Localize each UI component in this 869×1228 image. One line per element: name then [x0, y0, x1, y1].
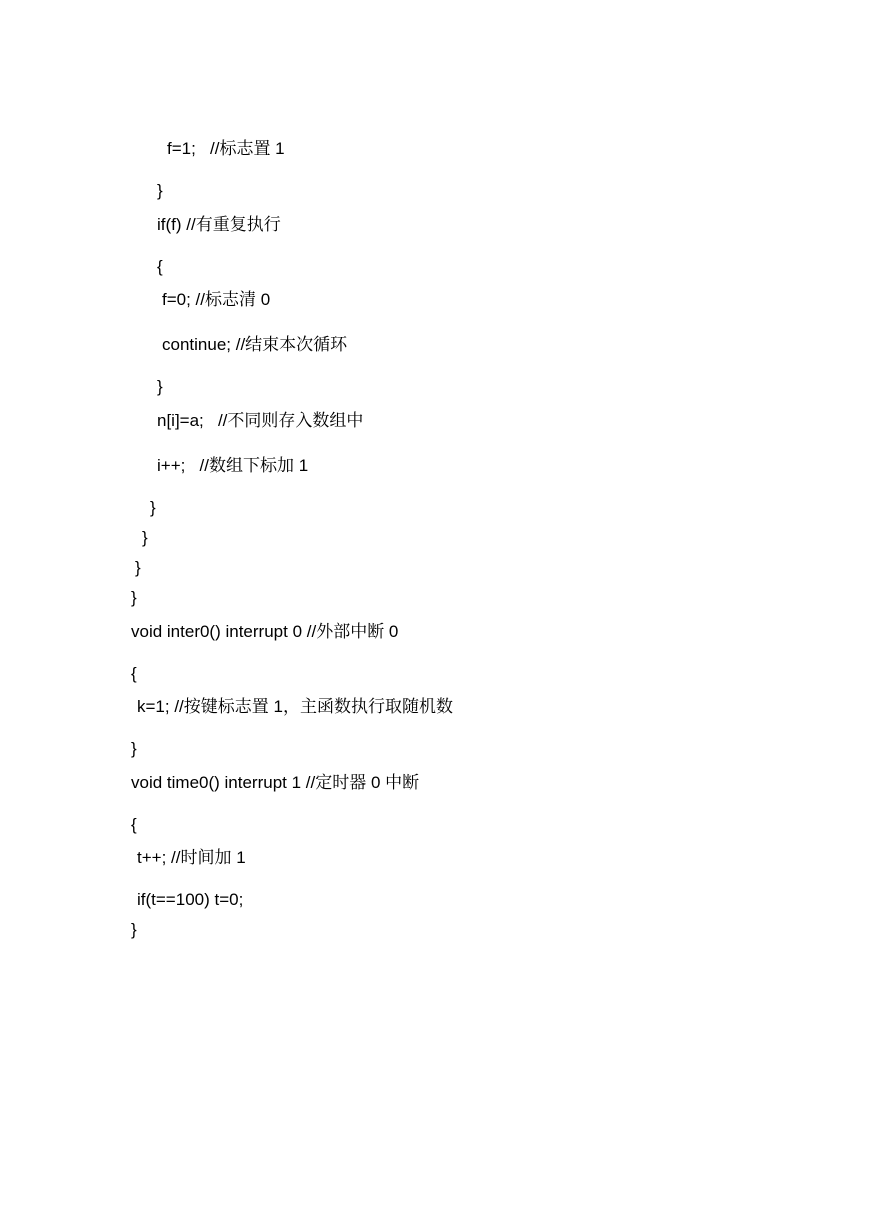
code-line-12: }: [135, 558, 141, 577]
code-line-22: }: [131, 920, 137, 939]
code-line-9: i++; //数组下标加 1: [157, 456, 309, 475]
code-line-14: void inter0() interrupt 0 //外部中断 0: [131, 622, 399, 641]
code-line-18: void time0() interrupt 1 //定时器 0 中断: [131, 773, 420, 792]
code-line-17: }: [131, 739, 137, 758]
code-line-10: }: [150, 498, 156, 517]
code-line-2: }: [157, 181, 163, 200]
code-line-4: {: [157, 257, 163, 276]
code-line-13: }: [131, 588, 137, 607]
code-line-15: {: [131, 664, 137, 683]
code-line-11: }: [142, 528, 148, 547]
code-line-5: f=0; //标志清 0: [162, 290, 271, 309]
code-line-7: }: [157, 377, 163, 396]
code-line-21: if(t==100) t=0;: [137, 890, 244, 909]
code-line-8: n[i]=a; //不同则存入数组中: [157, 411, 364, 430]
code-line-20: t++; //时间加 1: [137, 848, 246, 867]
code-line-16: k=1; //按键标志置 1，主函数执行取随机数: [137, 697, 453, 716]
code-line-1: f=1; //标志置 1: [167, 139, 285, 158]
code-line-3: if(f) //有重复执行: [157, 215, 281, 234]
code-line-6: continue; //结束本次循环: [162, 335, 348, 354]
code-line-19: {: [131, 815, 137, 834]
